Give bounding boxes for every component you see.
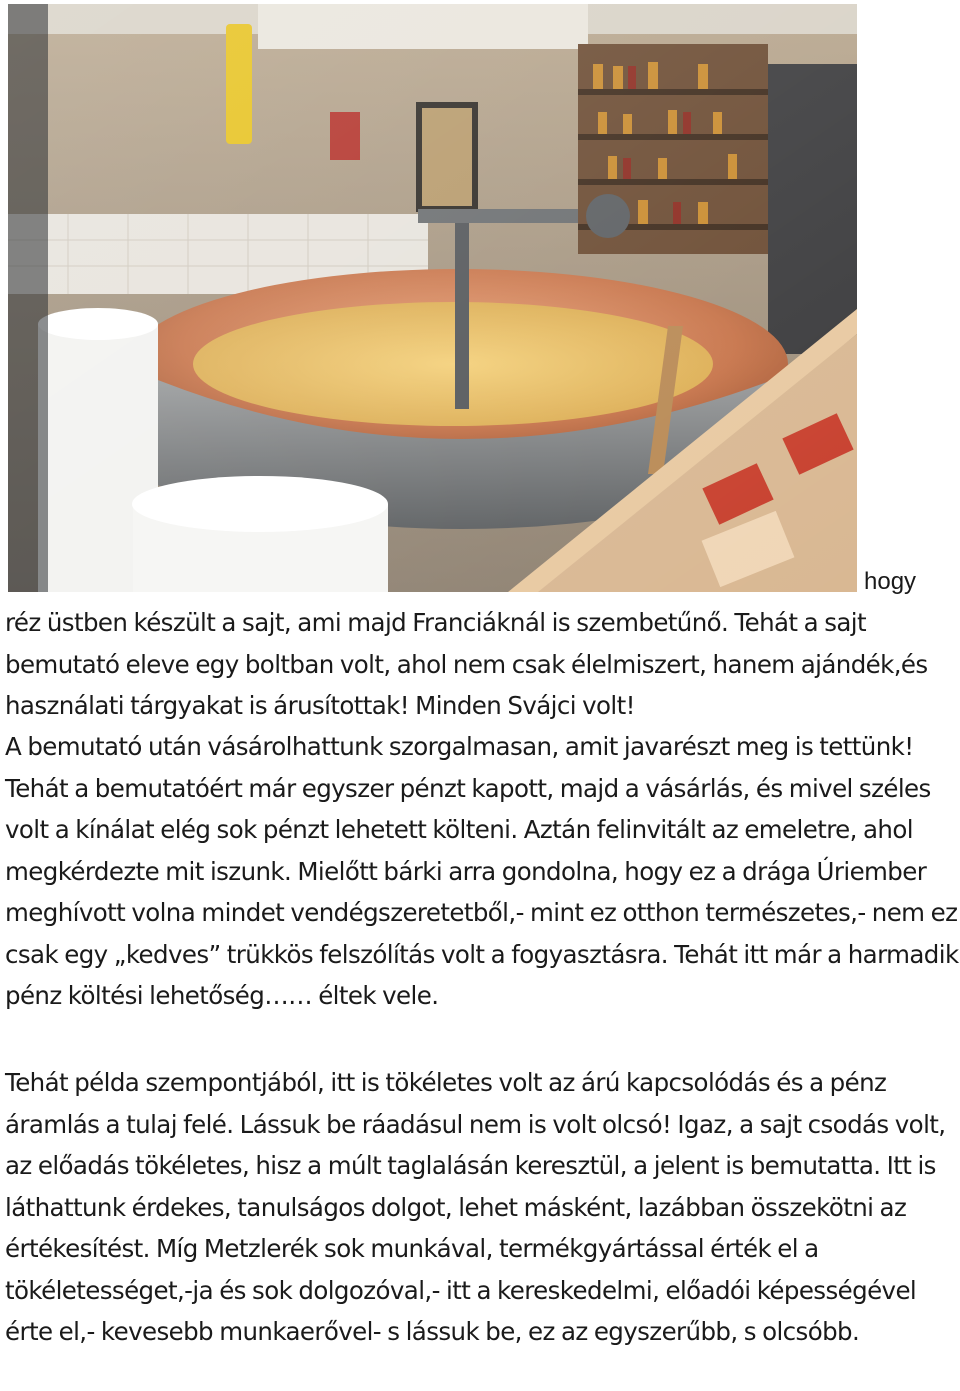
paragraph-text: réz üstben készült a sajt, ami majd Franciáknál is szembetűnő. Tehát a sajt bemutató eleve egy boltban volt, ahol nem csak élelmiszert, hanem ajándék,és használati tárgyakat is árusítottak! Minden Svájci volt!: [5, 608, 928, 720]
inline-word: hogy: [864, 568, 917, 595]
paragraph-2: [5, 726, 960, 1017]
paragraph-text: Tehát példa szempontjából, itt is tökéletes volt az árú kapcsolódás és a pénz áramlás a tulaj felé. Lássuk be ráadásul nem is volt olcsó! Igaz, a sajt csodás volt, az előadás tökéletes, hisz a múlt taglalásán keresztül, a jelent is bemutatta. Itt is láthattunk érdekes, tanulságos dolgot, lehet másként, lazábban összekötni az értékesítést. Míg Metzlerék sok munkával, termékgyártással érték el a tökéletességet,-ja és sok dolgozóval,- itt a kereskedelmi, előadói képességével érte el,- kevesebb munkaerővel- s lássuk be, ez az egyszerűbb, s olcsóbb.: [5, 1068, 946, 1346]
paragraph-3: [5, 1062, 960, 1353]
paragraph-text: A bemutató után vásárolhattunk szorgalmasan, amit javarészt meg is tettünk! Tehát a bemutatóért már egyszer pénzt kapott, majd a vásárlás, és mivel széles volt a kínálat elég sok pénzt lehetett költeni. Aztán felinvitált az emeletre, ahol megkérdezte mit iszunk. Mielőtt bárki arra gondolna, hogy ez a drága Úriember meghívott volna mindet vendégszeretetből,- mint ez otthon természetes,- nem ez csak egy „kedves” trükkös felszólítás volt a fogyasztásra. Tehát itt már a harmadik pénz költési lehetőség…… éltek vele.: [5, 732, 959, 1010]
cheese-kettle-photo: [8, 4, 857, 592]
paragraph-1: [5, 602, 960, 727]
